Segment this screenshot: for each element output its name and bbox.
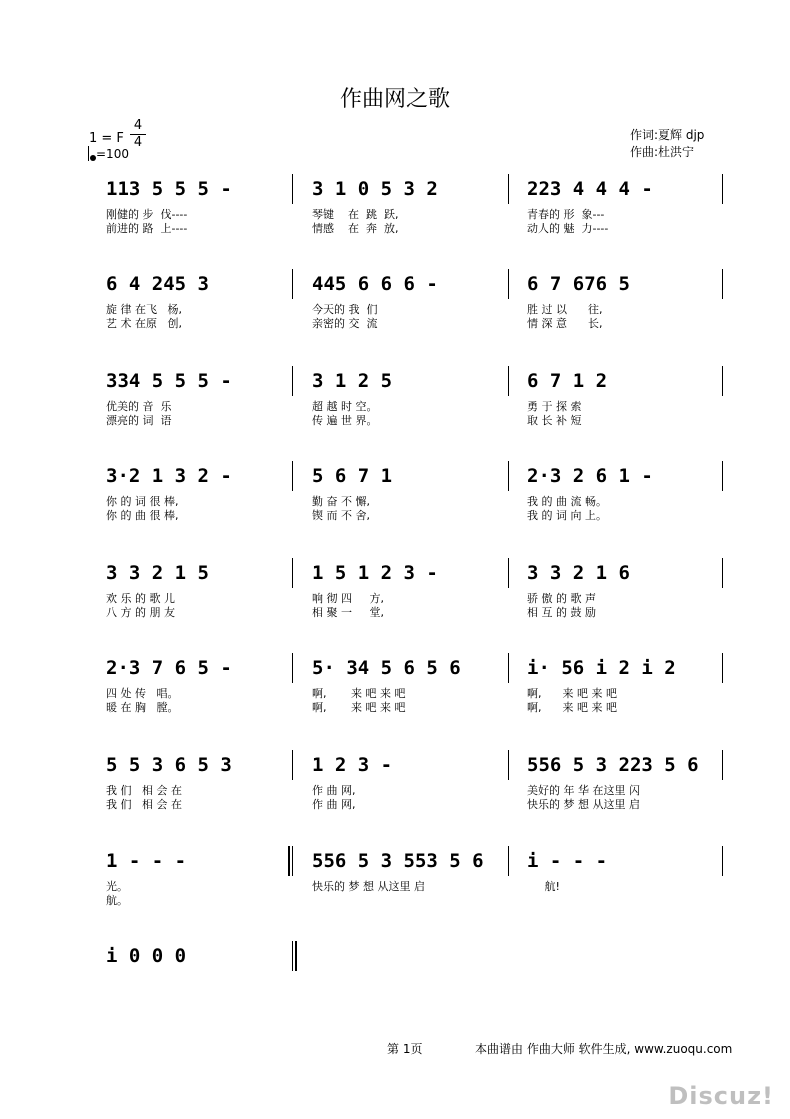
key-signature: 1 = F [89, 131, 124, 146]
measure-notes: 113 5 5 5 - [106, 178, 232, 200]
bar-line [508, 558, 509, 588]
lyric-verse-2: 暖 在 胸 膛。 [106, 701, 179, 714]
measure-notes: 3·2 1 3 2 - [106, 465, 232, 487]
bar-line [508, 653, 509, 683]
lyric-verse-1: 响 彻 四 方, [312, 592, 384, 605]
lyric-verse-2: 艺 术 在原 创, [106, 317, 182, 330]
measure-notes: 445 6 6 6 - [312, 273, 438, 295]
lyricist: 作词:夏辉 djp [630, 128, 705, 142]
lyric-verse-2: 八 方 的 朋 友 [106, 606, 175, 619]
lyric-verse-1: 刚健的 步 伐---- [106, 208, 188, 221]
bar-line [292, 461, 293, 491]
lyric-verse-2: 快乐的 梦 想 从这里 启 [527, 798, 640, 811]
lyric-verse-2: 我 们 相 会 在 [106, 798, 182, 811]
time-signature [130, 118, 146, 151]
measure-notes: 5 5 3 6 5 3 [106, 754, 232, 776]
lyric-verse-1: 旋 律 在飞 杨, [106, 303, 182, 316]
lyric-verse-1: 四 处 传 唱。 [106, 687, 179, 700]
lyric-verse-2: 锲 而 不 舍, [312, 509, 370, 522]
lyric-verse-1: 勇 于 探 索 [527, 400, 582, 413]
bar-line [292, 366, 293, 396]
lyric-verse-2: 相 互 的 鼓 励 [527, 606, 596, 619]
page-title: 作曲网之歌 [339, 87, 450, 112]
bar-line [292, 750, 293, 780]
lyric-verse-2: 动人的 魅 力---- [527, 222, 609, 235]
bar-line [292, 558, 293, 588]
bar-line [508, 269, 509, 299]
time-signature-top: 4 [133, 118, 143, 133]
page-number: 第 1页 [387, 1042, 423, 1056]
lyric-verse-1: 你 的 词 很 棒, [106, 495, 179, 508]
lyric-verse-1: 勤 奋 不 懈, [312, 495, 370, 508]
bar-line [722, 653, 723, 683]
tempo-value: =100 [96, 147, 129, 161]
bar-line [722, 846, 723, 876]
bar-line [292, 269, 293, 299]
lyric-verse-1: 美好的 年 华 在这里 闪 [527, 784, 640, 797]
time-signature-bottom: 4 [133, 135, 143, 150]
bar-line [722, 269, 723, 299]
bar-line [508, 461, 509, 491]
lyric-verse-2: 相 聚 一 堂, [312, 606, 384, 619]
measure-notes: 6 4 245 3 [106, 273, 209, 295]
watermark-logo: Discuz! [668, 1082, 774, 1110]
lyric-verse-2: 啊, 来 吧 来 吧 [527, 701, 617, 714]
measure-notes: 1 - - - [106, 850, 187, 872]
lyric-verse-1: 光。 [106, 880, 128, 893]
lyric-verse-2: 我 的 词 向 上。 [527, 509, 607, 522]
bar-line [508, 846, 509, 876]
measure-notes: 334 5 5 5 - [106, 370, 232, 392]
measure-notes: 3 1 2 5 [312, 370, 393, 392]
bar-line [292, 653, 293, 683]
lyric-verse-1: 超 越 时 空。 [312, 400, 378, 413]
measure-notes: 3 3 2 1 5 [106, 562, 209, 584]
bar-line [508, 174, 509, 204]
lyric-verse-2: 作 曲 网, [312, 798, 356, 811]
lyric-verse-2: 情感 在 奔 放, [312, 222, 399, 235]
measure-notes: 556 5 3 553 5 6 [312, 850, 484, 872]
lyric-verse-1: 优美的 音 乐 [106, 400, 172, 413]
measure-notes: 6 7 1 2 [527, 370, 608, 392]
lyric-verse-2: 亲密的 交 流 [312, 317, 378, 330]
lyric-verse-1: 航! [527, 880, 560, 893]
repeat-bar-line [288, 846, 290, 876]
lyric-verse-1: 我 们 相 会 在 [106, 784, 182, 797]
measure-notes: 556 5 3 223 5 6 [527, 754, 699, 776]
bar-line [292, 846, 293, 876]
lyric-verse-2: 情 深 意 长, [527, 317, 603, 330]
lyric-verse-2: 航。 [106, 894, 128, 907]
measure-notes: 3 3 2 1 6 [527, 562, 630, 584]
bar-line [722, 558, 723, 588]
bar-line [722, 174, 723, 204]
lyric-verse-1: 我 的 曲 流 畅。 [527, 495, 607, 508]
measure-notes: 1 5 1 2 3 - [312, 562, 438, 584]
final-bar-line [292, 941, 297, 971]
bar-line [722, 461, 723, 491]
lyric-verse-1: 啊, 来 吧 来 吧 [527, 687, 617, 700]
measure-notes: 1 2 3 - [312, 754, 393, 776]
measure-notes: 2·3 7 6 5 - [106, 657, 232, 679]
composer: 作曲:杜洪宁 [630, 145, 695, 159]
lyric-verse-1: 胜 过 以 往, [527, 303, 603, 316]
measure-notes: 223 4 4 4 - [527, 178, 653, 200]
measure-notes: 5 6 7 1 [312, 465, 393, 487]
measure-notes: i 0 0 0 [106, 945, 187, 967]
bar-line [722, 750, 723, 780]
lyric-verse-1: 快乐的 梦 想 从这里 启 [312, 880, 425, 893]
lyric-verse-2: 漂亮的 词 语 [106, 414, 172, 427]
footer-credit: 本曲谱由 作曲大师 软件生成, www.zuoqu.com [475, 1042, 733, 1056]
measure-notes: 6 7 676 5 [527, 273, 630, 295]
measure-notes: i· 56 i 2 i 2 [527, 657, 676, 679]
lyric-verse-1: 青春的 形 象--- [527, 208, 605, 221]
lyric-verse-1: 琴键 在 跳 跃, [312, 208, 399, 221]
measure-notes: i - - - [527, 850, 608, 872]
lyric-verse-2: 传 遍 世 界。 [312, 414, 378, 427]
bar-line [292, 174, 293, 204]
tempo-marking [88, 146, 129, 161]
lyric-verse-2: 你 的 曲 很 棒, [106, 509, 179, 522]
bar-line [722, 366, 723, 396]
lyric-verse-1: 今天的 我 们 [312, 303, 378, 316]
measure-notes: 3 1 0 5 3 2 [312, 178, 438, 200]
bar-line [508, 366, 509, 396]
measure-notes: 5· 34 5 6 5 6 [312, 657, 461, 679]
measure-notes: 2·3 2 6 1 - [527, 465, 653, 487]
lyric-verse-1: 骄 傲 的 歌 声 [527, 592, 596, 605]
lyric-verse-1: 欢 乐 的 歌 儿 [106, 592, 175, 605]
lyric-verse-2: 前进的 路 上---- [106, 222, 188, 235]
credits [630, 127, 704, 161]
lyric-verse-2: 取 长 补 短 [527, 414, 582, 427]
lyric-verse-2: 啊, 来 吧 来 吧 [312, 701, 406, 714]
lyric-verse-1: 啊, 来 吧 来 吧 [312, 687, 406, 700]
bar-line [508, 750, 509, 780]
lyric-verse-1: 作 曲 网, [312, 784, 356, 797]
